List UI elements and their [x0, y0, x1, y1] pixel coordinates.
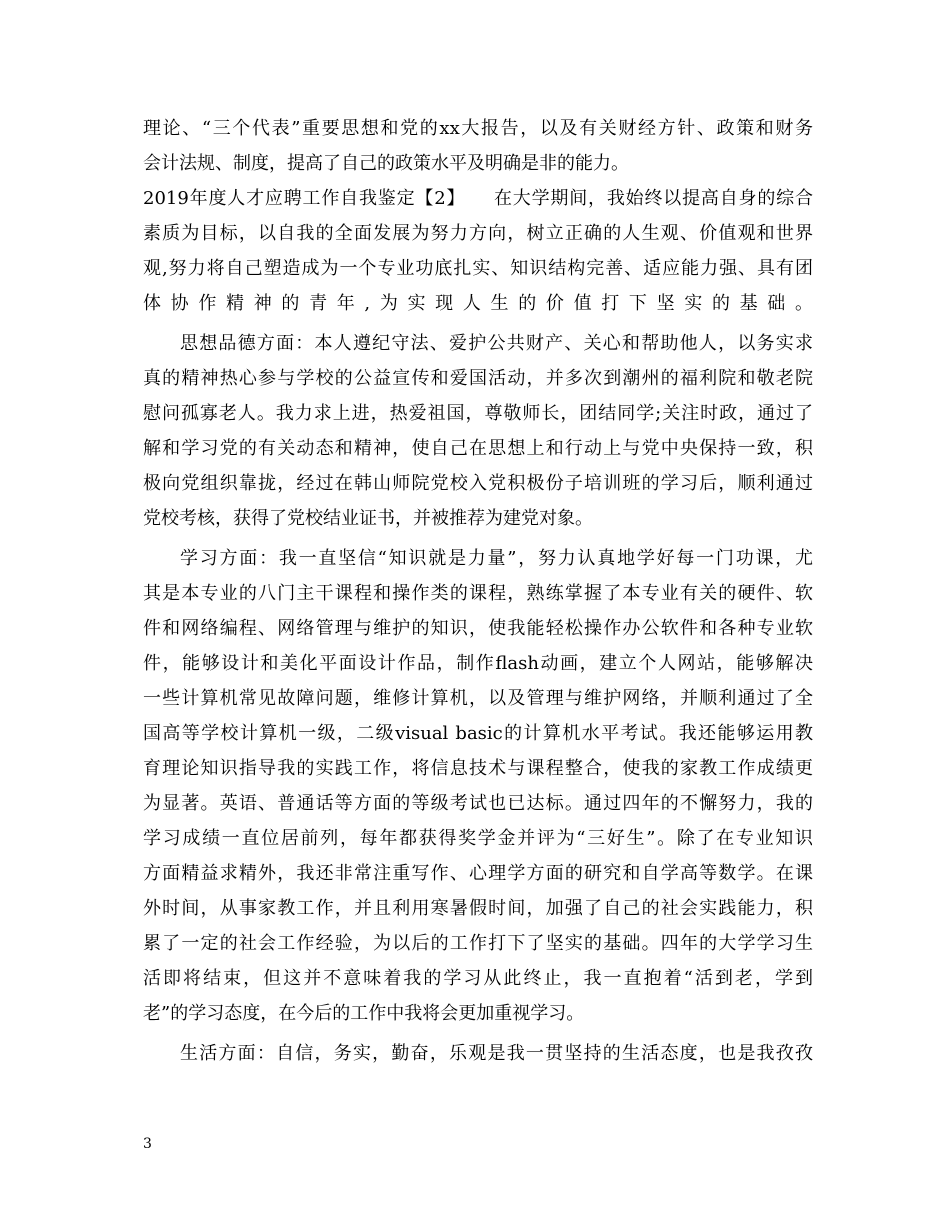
page-number: 3 — [143, 1136, 152, 1152]
text-line: 理论、“三个代表”重要思想和党的xx大报告，以及有关财经方针、政策和财务 — [143, 118, 813, 139]
text-line: 会计法规、制度，提高了自己的政策水平及明确是非的能力。 — [143, 153, 629, 174]
text-line: 件和网络编程、网络管理与维护的知识，使我能轻松操作办公软件和各种专业软 — [143, 618, 813, 639]
paragraph-first-line: 思想品德方面：本人遵纪守法、爱护公共财产、关心和帮助他人，以务实求 — [180, 333, 813, 354]
paragraph-first-line: 生活方面：自信，务实，勤奋，乐观是我一贯坚持的生活态度，也是我孜孜 — [180, 1043, 813, 1064]
text-line: 一些计算机常见故障问题，维修计算机，以及管理与维护网络，并顺利通过了全 — [143, 688, 813, 709]
paragraph-first-line: 学习方面：我一直坚信“知识就是力量”，努力认真地学好每一门功课，尤 — [180, 548, 813, 569]
text-line: 2019年度人才应聘工作自我鉴定【2】 在大学期间，我始终以提高自身的综合 — [143, 188, 813, 209]
text-line: 极向党组织靠拢，经过在韩山师院党校入党积极份子培训班的学习后，顺利通过 — [143, 473, 813, 494]
text-line: 件，能够设计和美化平面设计作品，制作flash动画，建立个人网站，能够解决 — [143, 653, 813, 674]
text-line: 育理论知识指导我的实践工作，将信息技术与课程整合，使我的家教工作成绩更 — [143, 758, 813, 779]
text-line: 解和学习党的有关动态和精神，使自己在思想上和行动上与党中央保持一致，积 — [143, 438, 813, 459]
text-line: 观,努力将自己塑造成为一个专业功底扎实、知识结构完善、适应能力强、具有团 — [143, 258, 813, 279]
text-line: 体协作精神的青年,为实现人生的价值打下坚实的基础。 — [143, 293, 813, 314]
text-line: 方面精益求精外，我还非常注重写作、心理学方面的研究和自学高等数学。在课 — [143, 863, 813, 884]
text-line: 老”的学习态度，在今后的工作中我将会更加重视学习。 — [143, 1003, 585, 1024]
text-line: 活即将结束，但这并不意味着我的学习从此终止，我一直抱着“活到老，学到 — [143, 968, 813, 989]
text-line: 累了一定的社会工作经验，为以后的工作打下了坚实的基础。四年的大学学习生 — [143, 933, 813, 954]
text-line: 真的精神热心参与学校的公益宣传和爱国活动，并多次到潮州的福利院和敬老院 — [143, 368, 813, 389]
text-line: 为显著。英语、普通话等方面的等级考试也已达标。通过四年的不懈努力，我的 — [143, 793, 813, 814]
text-line: 慰问孤寡老人。我力求上进，热爱祖国，尊敬师长，团结同学;关注时政，通过了 — [143, 403, 813, 424]
text-line: 学习成绩一直位居前列，每年都获得奖学金并评为“三好生”。除了在专业知识 — [143, 828, 813, 849]
text-line: 党校考核，获得了党校结业证书，并被推荐为建党对象。 — [143, 508, 593, 529]
text-line: 其是本专业的八门主干课程和操作类的课程，熟练掌握了本专业有关的硬件、软 — [143, 583, 813, 604]
text-line: 素质为目标，以自我的全面发展为努力方向，树立正确的人生观、价值观和世界 — [143, 223, 813, 244]
text-line: 外时间，从事家教工作，并且利用寒暑假时间，加强了自己的社会实践能力，积 — [143, 898, 813, 919]
text-line: 国高等学校计算机一级，二级visual basic的计算机水平考试。我还能够运用教 — [143, 723, 813, 744]
